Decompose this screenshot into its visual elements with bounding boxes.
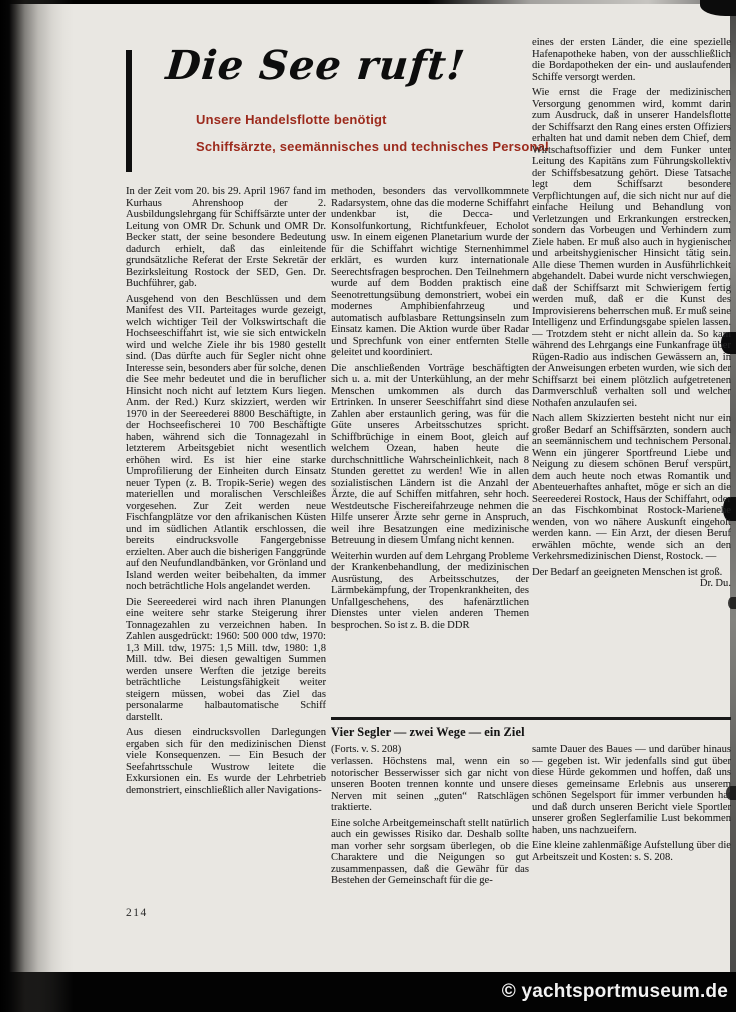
body-paragraph: Die Seereederei wird nach ihren Planungen eine weitere sehr starke Steigerung ihrer Tonnagezahlen zu verzeichnen haben. In Zahlen ausgedrückt: 1960: 500 000 tdw, 1970: 1,3 Mill. tdw, 1975: 1,5 Mill. tdw, 1980: 1,8 Mill. tdw. Bei diesen gewaltigen Summen werden unsere Werften die jetzige bereits beträchtliche Leistungsfähigkeit weiter steigern müssen, wobei das Ziel das personalarme halbautomatische Schiff darstellt. (126, 596, 326, 723)
continuation-heading: Vier Segler — zwei Wege — ein Ziel (331, 727, 525, 739)
body-paragraph: Ausgehend von den Beschlüssen und dem Manifest des VII. Parteitages wurde gezeigt, welch wichtiger Teil der Volkswirtschaft die Hochseeschiffahrt ist, wie sie sich entwickeln wird und welche Ziele ihr bis 1980 gestellt sind. (Das dürfte auch für Segler nicht ohne Interesse sein, besonders aber für solche, denen die See mehr bedeutet und die in beruflicher Hinsicht noch nicht auf letztem Kurs liegen. Anm. der Red.) Kurz skizziert, werden wir 1970 in der Seereederei 8800 Beschäftigte, in der Hochseefischerei 10 700 Beschäftigte haben, während sich die Tonnagezahl in letzterem Arbeitsgebiet nicht wesentlich erhöhen wird. Es ist hier eine starke Umprofilierung der Einheiten durch Einsatz neuer Typen (z. B. Tropik-Serie) wegen des materiellen und moralischen Verschleißes vorgesehen. Zur Zeit werden neue Fischfangplätze vor den afrikanischen Küsten und im südlichen Atlantik erschlossen, die bereits eindrucksvolle Fangergebnisse erzielten. Aber auch die bisherigen Fanggründe auf den Neufundlandbänken, vor Grönland und Island werden weiter beibehalten, da immer noch beträchtliche Hols angelandet werden. (126, 293, 326, 592)
body-paragraph: verlassen. Höchstens mal, wenn ein so notorischer Besserwisser sich gar nicht von unseren Booten trennen konnte und unsere Nerven mit seinen „guten“ Ratschlägen traktierte. (331, 756, 529, 813)
scan-mark (700, 0, 736, 16)
body-paragraph: samte Dauer des Baues — und darüber hinaus — gegeben ist. Wir jedenfalls sind gut über diese Hürde gekommen und hoffen, daß uns dieses gemeinsame Erlebnis aus unserem schönen Segelsport für immer verbunden hat und daß durch unseren Bericht viele Sportler unserer großen Seglerfamilie Lust bekommen haben, uns nachzueifern. (532, 744, 731, 836)
article-title: Die See ruft! (163, 42, 468, 89)
body-paragraph: Wie ernst die Frage der medizinischen Versorgung genommen wird, kommt darin zum Ausdruck, daß in unserer Handelsflotte der Schiffsarzt den Rang eines ersten Offiziers erhalten hat und damit neben dem Chief, dem Wirtschaftsoffizier und dem Funker unter Leitung des Kapitäns zum Führungskollektiv der Schiffsbesatzung gehört. Diese Tatsache legt dem Schiffsarzt besondere Verpflichtungen auf, die sich nicht nur auf die einfache Heilung und Behandlung von Verletzungen und Erkrankungen erstrecken, sondern das Vorbeugen und Verhindern zum Ziele haben. Er muß also auch in hygienischer und arbeitshygienischer Hinsicht tätig sein. Alle diese Themen wurden in Ausführlichkeit abgehandelt. Dabei wurde nicht verschwiegen, daß der Schiffsarzt mit Schwierigem fertig werden muß, daß er die Kunst des Improvisierens beherrschen muß. Er muß seine Intelligenz und Erfindungsgabe spielen lassen. — Trotzdem steht er nicht allein da. So kam während des Lehrgangs eine Funkanfrage über Rügen-Radio aus indischen Gewässern an, in der Anweisungen erbeten wurden, wie sich der Schiffsarzt bei einem plötzlich aufgetretenen Darmverschluß verhalten soll und welcher Nothafen anzulaufen sei. (532, 87, 731, 409)
body-paragraph: Weiterhin wurden auf dem Lehrgang Probleme der Krankenbehandlung, der medizinischen Ausrüstung, des Arbeitsschutzes, der Lärmbekämpfung, der Tropenkrankheiten, des Unfallgeschehens, des hafenärztlichen Dienstes unter vielen anderen Themen besprochen. So ist z. B. die DDR (331, 550, 529, 631)
author-signature: Dr. Du. (699, 578, 731, 589)
book-binding-shadow (0, 0, 74, 1012)
column-2 (331, 186, 529, 717)
column-2-continuation (331, 727, 529, 892)
continuation-source: (Forts. v. S. 208) (331, 743, 402, 755)
body-paragraph: Nach allem Skizzierten besteht nicht nur ein großer Bedarf an Schiffsärzten, sondern auch an seemännischem und technischem Personal. Wenn ein jüngerer Sportfreund Liebe und Neigung zu diesem schönen Beruf verspürt, dem auch heute noch etwas Romantik und Abenteuerhaftes anhaftet, möge er sich an die Seereederei Rostock, Haus der Schiffahrt, oder an das Fischkombinat Rostock-Marienehe wenden, von wo nähere Auskunft eingeholt werden kann. — Ein Arzt, der diesen Beruf erwählen möchte, wende sich an den Verkehrsmedizinischen Dienst, Rostock. — (532, 413, 731, 562)
body-paragraph: In der Zeit vom 20. bis 29. April 1967 fand im Kurhaus Ahrenshoop der 2. Ausbildungslehrgang für Schiffsärzte unter der Leitung von OMR Dr. Schunk und OMR Dr. Becker statt, der seine besondere Bedeutung dadurch erhielt, daß das einleitende grundsätzliche Referat der Erste Sekretär der Bezirksleitung Rostock der SED, Gen. Dr. Buchführer, gab. (126, 186, 326, 289)
watermark-text: © yachtsportmuseum.de (501, 981, 728, 1002)
body-paragraph: Eine kleine zahlenmäßige Aufstellung über die Arbeitszeit und Kosten: s. S. 208. (532, 840, 731, 863)
title-vertical-rule (126, 50, 132, 172)
article-subtitle-line2: Schiffsärzte, seemännisches und technisches Personal (196, 139, 549, 154)
page-number: 214 (126, 907, 148, 919)
body-paragraph: Eine solche Arbeitgemeinschaft stellt natürlich auch ein gewisses Risiko dar. Deshalb sollte man vorher sehr sorgsam überlegen, ob die Charaktere und die Neigungen so gut zusammenpassen, daß die Gewähr für das Bestehen der Gemeinschaft für die ge- (331, 817, 529, 886)
column-3 (532, 37, 731, 715)
body-paragraph closing-line (532, 566, 731, 589)
closing-text: Der Bedarf an geeigneten Menschen ist groß. (532, 566, 723, 578)
section-divider-rule (331, 717, 731, 720)
scan-top-edge (0, 0, 736, 4)
column-3-continuation (532, 744, 731, 899)
body-paragraph: methoden, besonders das vervollkommnete Radarsystem, ohne das die moderne Schiffahrt undenkbar ist, die Decca- und Konsolfunkortung, Richtfunkfeuer, Echolot usw. In einem eigenen Planetarium wurde der für die Schiffahrt wichtige Sternenhimmel erklärt, es wurden kurz internationale Seerechtsfragen besprochen. Den Teilnehmern wurde auf dem Bodden praktisch eine Seenotrettungsübung demonstriert, wobei ein modernes Amphibienfahrzeug und automatisch aufblasbare Rettungsinseln zum Einsatz kamen. Die Aktion wurde über Radar und Sprechfunk von einer entfernten Stelle geleitet und koordiniert. (331, 186, 529, 358)
body-paragraph: Aus diesen eindrucksvollen Darlegungen ergaben sich für den medizinischen Dienst viele Konsequenzen. — Ein Besuch der Seefahrtsschule Wustrow leitete die Exkursionen ein. Es wurde der Lehrbetrieb demonstriert, einschließlich aller Navigations- (126, 727, 326, 796)
column-1 (126, 186, 326, 916)
body-paragraph: eines der ersten Länder, die eine spezielle Hafenapotheke haben, von der ausschließlich die Bordapotheken der ein- und auslaufenden Schiffe versorgt werden. (532, 37, 731, 83)
article-subtitle-line1: Unsere Handelsflotte benötigt (196, 112, 387, 127)
body-paragraph: Die anschließenden Vorträge beschäftigten sich u. a. mit der Unterkühlung, an der mehr Menschen umkommen als durch das Ertrinken. In unserer Seeschiffahrt sind diese Zahlen aber erstaunlich gering, was für die Güte unseres Arbeitsschutzes spricht. Schiffbrüchige in einem Boot, gleich auf welchem Ozean, haben heute die durchschnittliche Wahrscheinlichkeit, nach 8 Stunden gerettet zu werden! Wie in allen sozialistischen Ländern ist die Anzahl der Ärzte, die auf Schiffen mitfahren, sehr hoch. Westdeutsche Fischereifahrzeuge nehmen die Hilfe unserer Ärzte sehr gerne in Anspruch, weil ihre Besatzungen eine medizinische Betreuung in diesem Umfang nicht kennen. (331, 362, 529, 546)
watermark-bar (0, 972, 736, 1012)
